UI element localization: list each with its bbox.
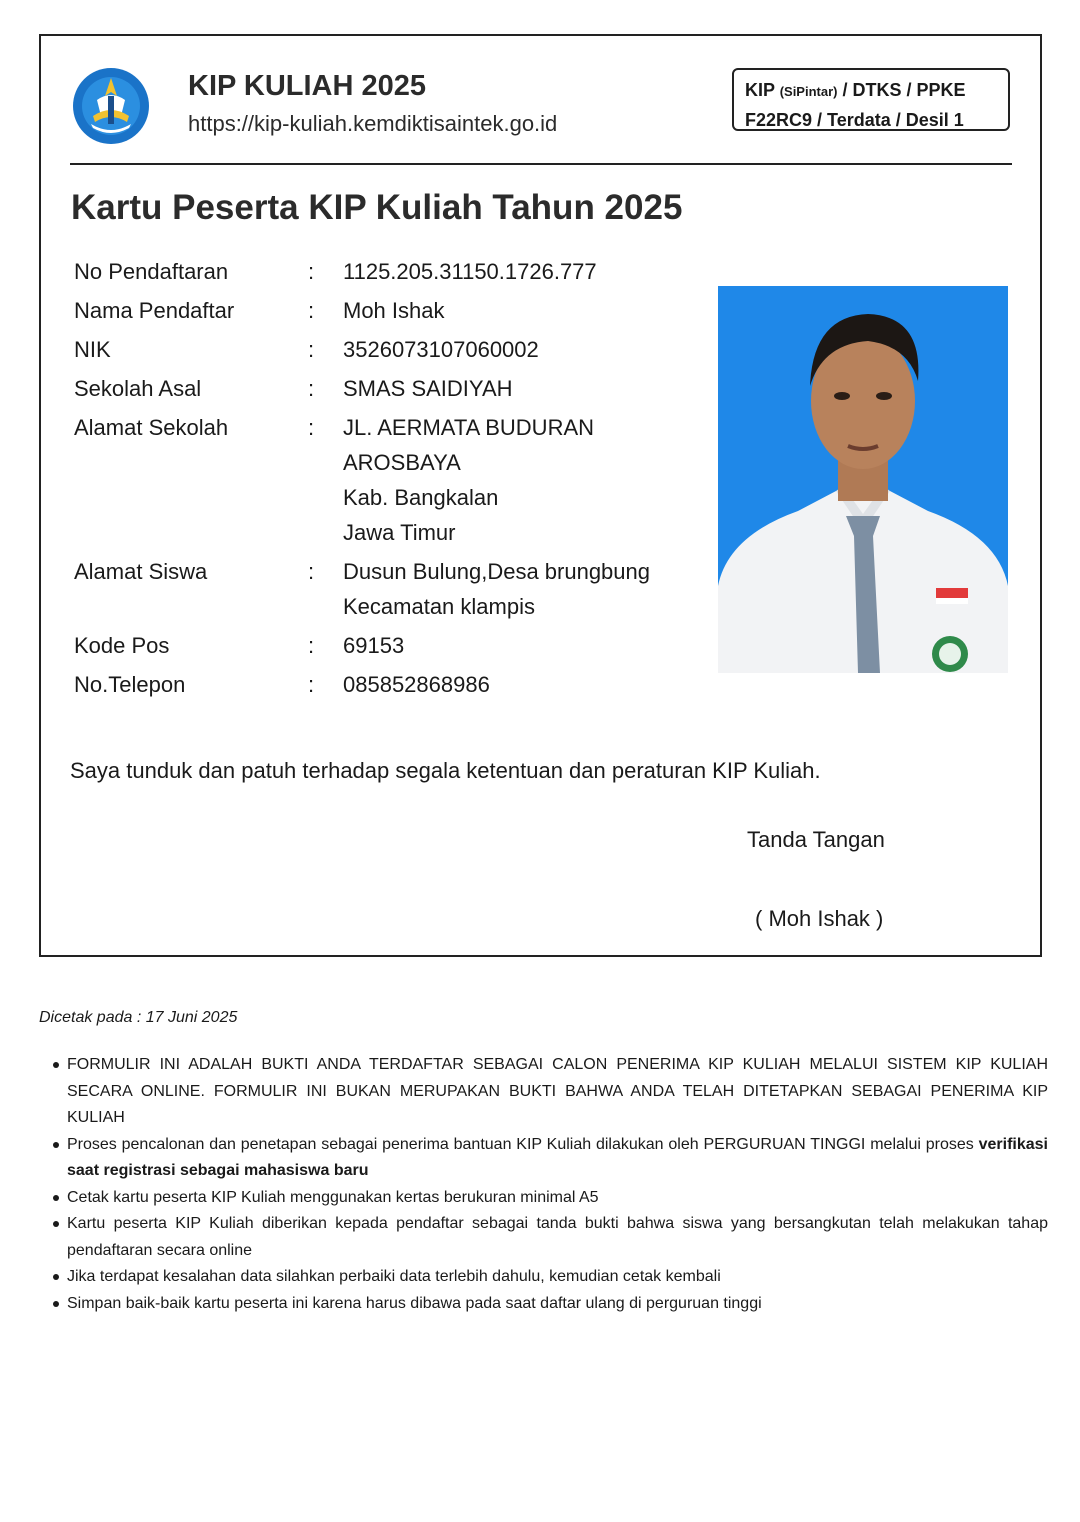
note-item [52, 1291, 1048, 1318]
field-separator: : [308, 337, 315, 362]
field-label: Kode Pos [74, 633, 170, 658]
field-value-line: SMAS SAIDIYAH [343, 376, 513, 401]
header-divider [70, 163, 1012, 165]
field-value-line: 1125.205.31150.1726.777 [343, 259, 597, 284]
card-title: Kartu Peserta KIP Kuliah Tahun 2025 [71, 188, 683, 227]
field-label: No.Telepon [74, 672, 186, 697]
printed-date: Dicetak pada : 17 Juni 2025 [39, 1009, 238, 1026]
field-value-line: 69153 [343, 633, 405, 658]
field-row [74, 371, 694, 406]
field-value [343, 628, 694, 663]
note-text: Proses pencalonan dan penetapan sebagai penerima bantuan KIP Kuliah dilakukan oleh PERGURUAN TINGGI melalui proses [67, 1135, 979, 1153]
field-label: Nama Pendaftar [74, 298, 235, 323]
field-separator: : [308, 376, 315, 401]
field-separator: : [308, 672, 315, 697]
status-sipintar: (SiPintar) [779, 84, 838, 99]
field-separator: : [308, 298, 315, 323]
status-suffix: / DTKS / PPKE [837, 80, 966, 100]
field-value-line: Jawa Timur [343, 520, 456, 545]
header-title: KIP KULIAH 2025 [188, 70, 426, 102]
field-value-line: Kab. Bangkalan [343, 485, 499, 510]
field-label: NIK [74, 337, 111, 362]
signature-label: Tanda Tangan [747, 827, 885, 852]
note-item [52, 1132, 1048, 1185]
note-text: Simpan baik-baik kartu peserta ini karena harus dibawa pada saat daftar ulang di perguruan tinggi [67, 1294, 762, 1312]
note-item [52, 1185, 1048, 1212]
field-value [343, 332, 694, 367]
note-text: FORMULIR INI ADALAH BUKTI ANDA TERDAFTAR SEBAGAI CALON PENERIMA KIP KULIAH MELALUI SISTEM KIP KULIAH SECARA ONLINE. FORMULIR INI BUKAN MERUPAKAN BUKTI BAHWA ANDA TELAH DITETAPKAN SEBAGAI PENERIMA KIP KULIAH [67, 1056, 1048, 1126]
field-value-line: 3526073107060002 [343, 337, 539, 362]
field-label: Alamat Sekolah [74, 415, 229, 440]
note-item [52, 1211, 1048, 1264]
field-value-line: AROSBAYA [343, 450, 461, 475]
field-row [74, 554, 694, 624]
field-value-line: Moh Ishak [343, 298, 445, 323]
note-text: Cetak kartu peserta KIP Kuliah menggunakan kertas berukuran minimal A5 [67, 1188, 599, 1206]
field-value-line: Kecamatan klampis [343, 594, 535, 619]
notes-list [52, 1052, 1048, 1317]
field-value [343, 667, 694, 702]
field-value-line: 085852868986 [343, 672, 490, 697]
participant-fields [74, 254, 694, 706]
status-prefix: KIP [745, 80, 780, 100]
field-separator: : [308, 633, 315, 658]
tut-wuri-handayani-logo-icon [71, 66, 151, 146]
signature-name: ( Moh Ishak ) [755, 906, 884, 931]
field-row [74, 628, 694, 663]
field-row [74, 332, 694, 367]
status-line-2: F22RC9 / Terdata / Desil 1 [745, 110, 964, 130]
note-text: Kartu peserta KIP Kuliah diberikan kepada pendaftar sebagai tanda bukti bahwa siswa yang bersangkutan telah melakukan tahap pendaftaran secara online [67, 1215, 1048, 1259]
field-value [343, 254, 694, 289]
field-row [74, 293, 694, 328]
field-value-line: JL. AERMATA BUDURAN [343, 415, 595, 440]
note-item [52, 1052, 1048, 1132]
field-value-line: Dusun Bulung,Desa brungbung [343, 559, 651, 584]
header-url: https://kip-kuliah.kemdiktisaintek.go.id [188, 111, 558, 136]
field-row [74, 667, 694, 702]
field-separator: : [308, 559, 315, 584]
field-separator: : [308, 259, 315, 284]
field-value [343, 293, 694, 328]
field-row [74, 410, 694, 550]
field-value [343, 554, 694, 624]
status-badge [732, 68, 1010, 131]
note-item [52, 1264, 1048, 1291]
participant-photo [718, 286, 1008, 673]
field-label: Alamat Siswa [74, 559, 208, 584]
field-row [74, 254, 694, 289]
status-line-1 [745, 76, 997, 106]
field-value [343, 410, 694, 550]
field-separator: : [308, 415, 315, 440]
participant-card [39, 34, 1042, 957]
field-label: Sekolah Asal [74, 376, 202, 401]
note-text: Jika terdapat kesalahan data silahkan perbaiki data terlebih dahulu, kemudian cetak kembali [67, 1268, 721, 1285]
field-label: No Pendaftaran [74, 259, 229, 284]
field-value [343, 371, 694, 406]
agreement-statement: Saya tunduk dan patuh terhadap segala ketentuan dan peraturan KIP Kuliah. [70, 758, 821, 783]
note-bold-text: verifikasi saat registrasi sebagai mahasiswa baru [67, 1135, 1048, 1179]
portrait-image [718, 286, 1008, 673]
